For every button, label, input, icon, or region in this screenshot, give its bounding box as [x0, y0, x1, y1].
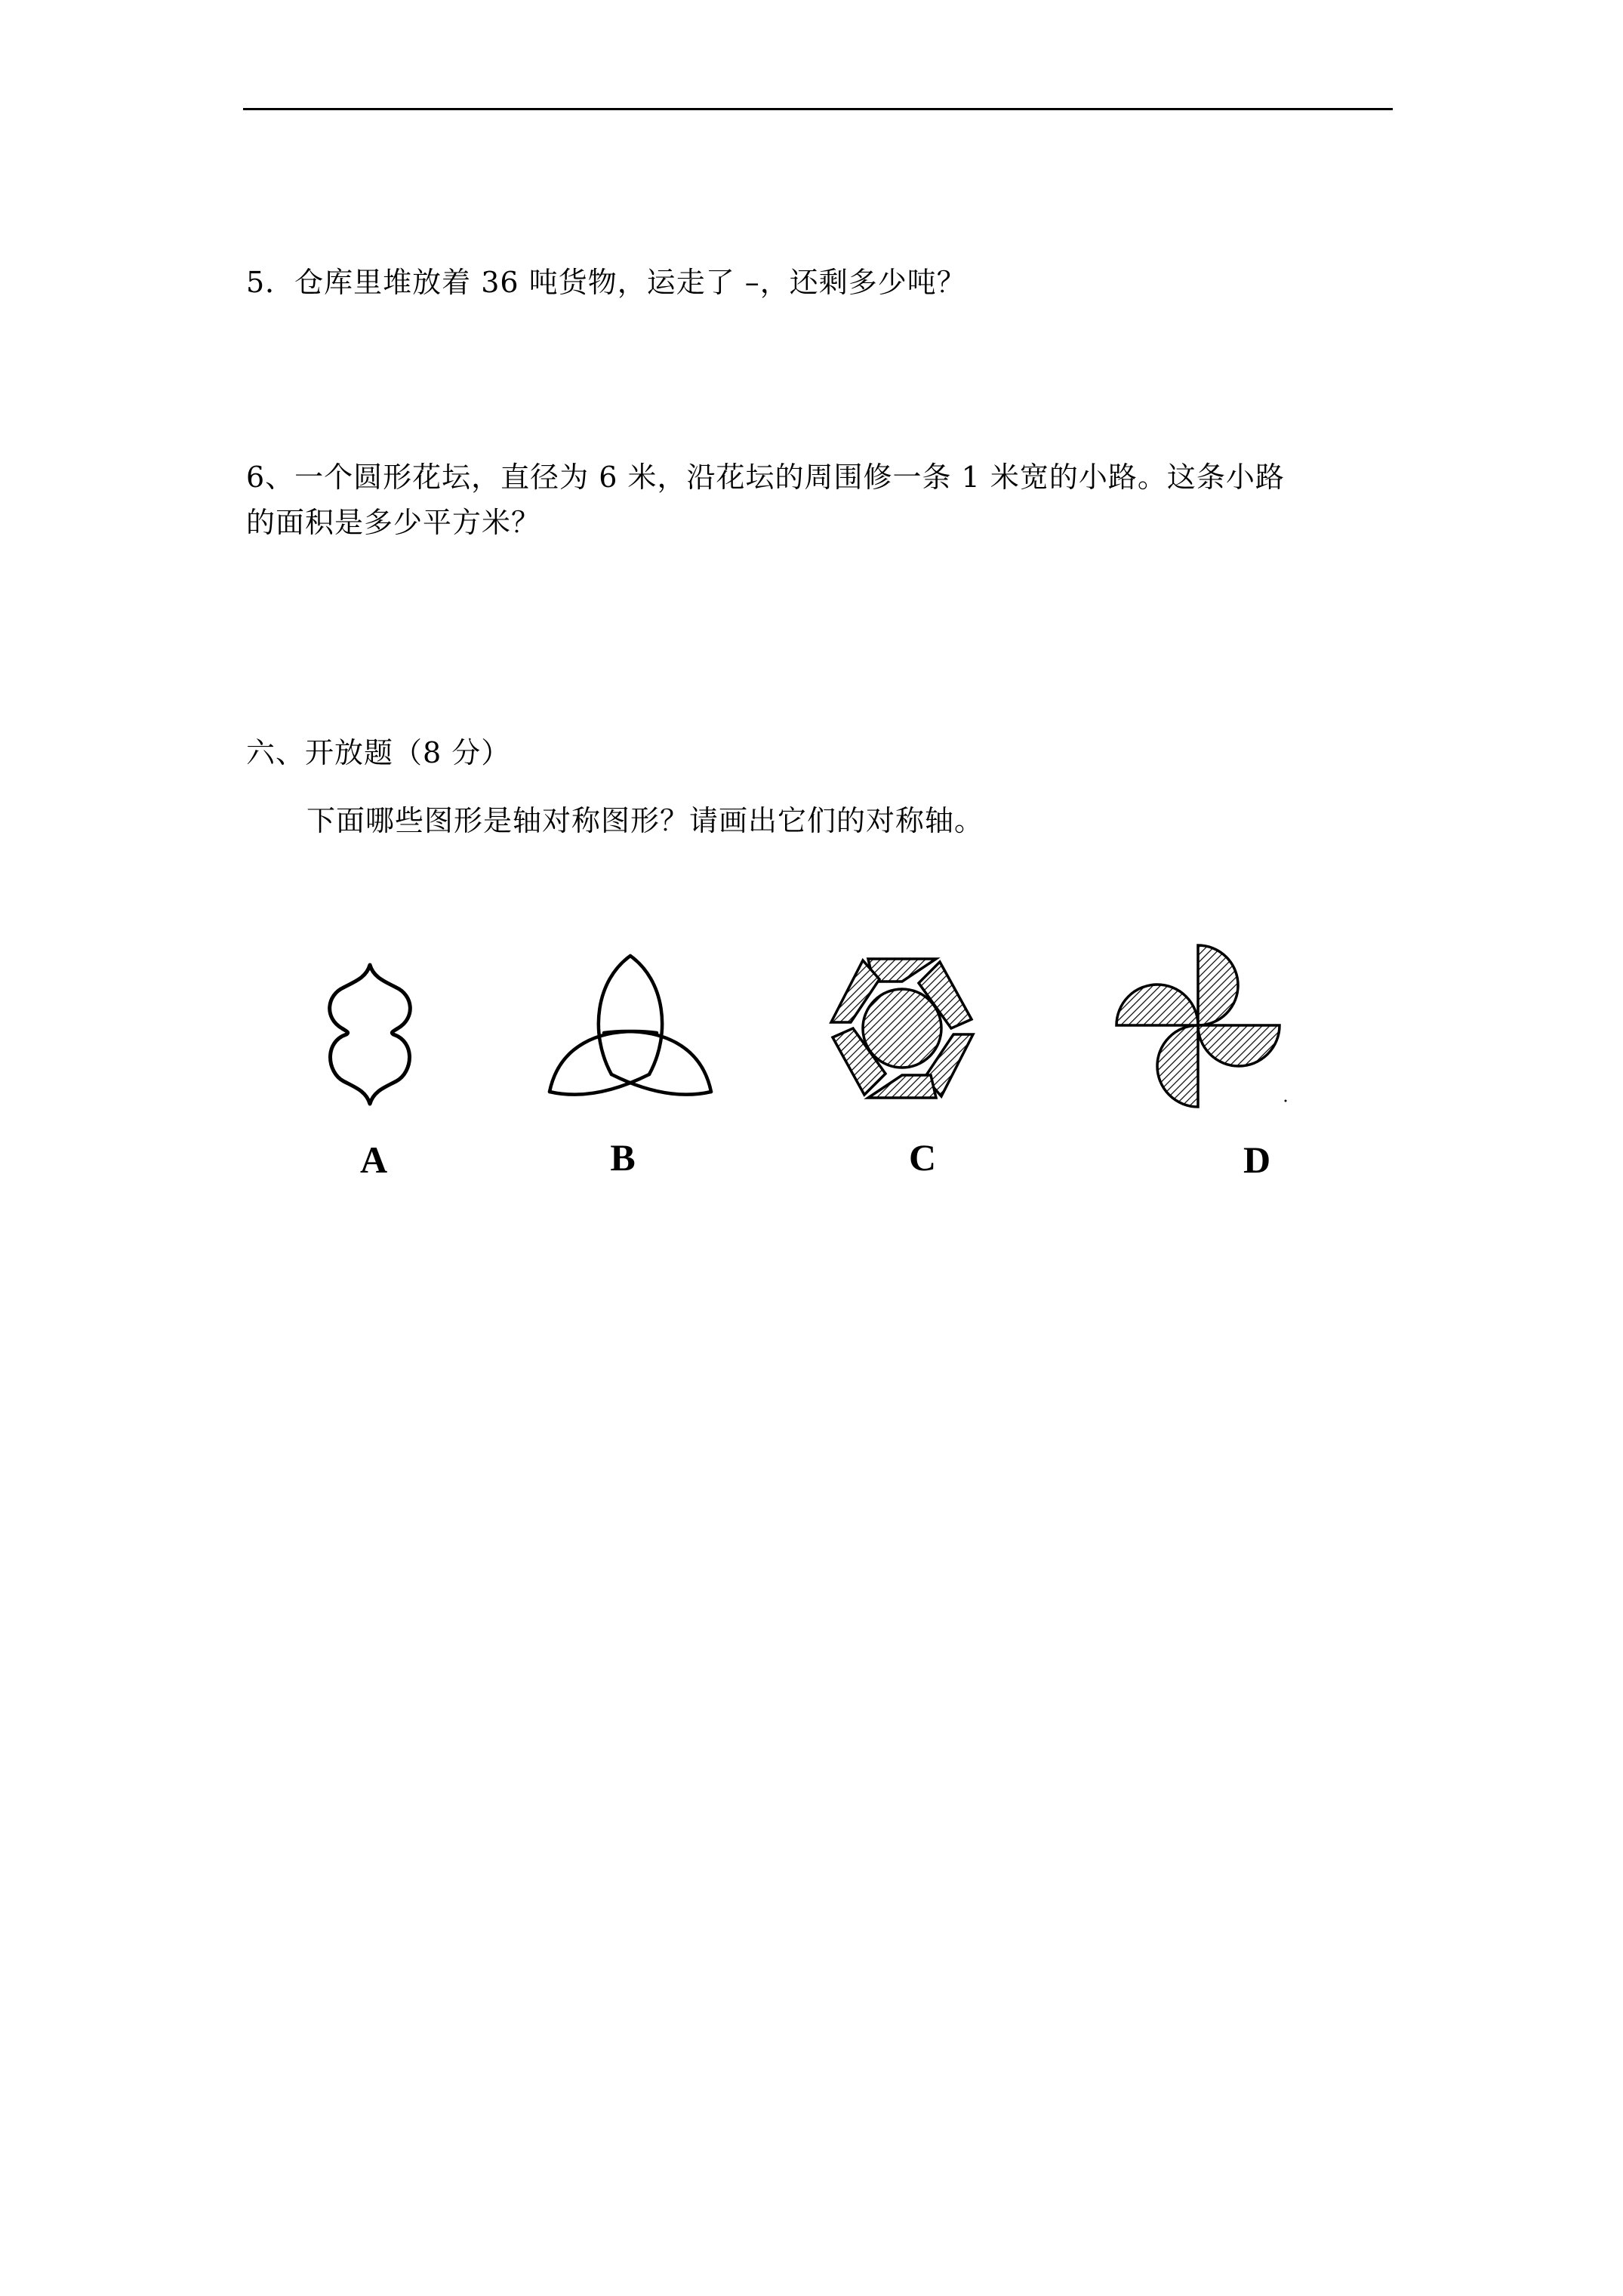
- section-title: 六、开放题（8 分）: [246, 736, 511, 769]
- pinwheel-shape-icon: [1113, 942, 1291, 1112]
- figure-label-d: D: [1243, 1139, 1271, 1181]
- question-6-line-2: 的面积是多少平方米？: [246, 506, 541, 539]
- double-arch-shape-icon: [313, 959, 427, 1110]
- figure-label-b: B: [610, 1136, 636, 1179]
- question-6-line-1: 6、一个圆形花坛，直径为 6 米，沿花坛的周围修一条 1 米宽的小路。这条小路: [246, 461, 1285, 494]
- question-5: 5．仓库里堆放着 36 吨货物，运走了 –，还剩多少吨？: [246, 266, 966, 299]
- section-instruction: 下面哪些图形是轴对称图形？请画出它们的对称轴。: [306, 804, 984, 837]
- figure-label-c: C: [908, 1136, 937, 1179]
- header-rule: [243, 108, 1393, 110]
- figure-label-a: A: [359, 1139, 388, 1181]
- triquetra-shape-icon: [544, 950, 717, 1101]
- hatched-hexagon-shape-icon: [827, 953, 978, 1104]
